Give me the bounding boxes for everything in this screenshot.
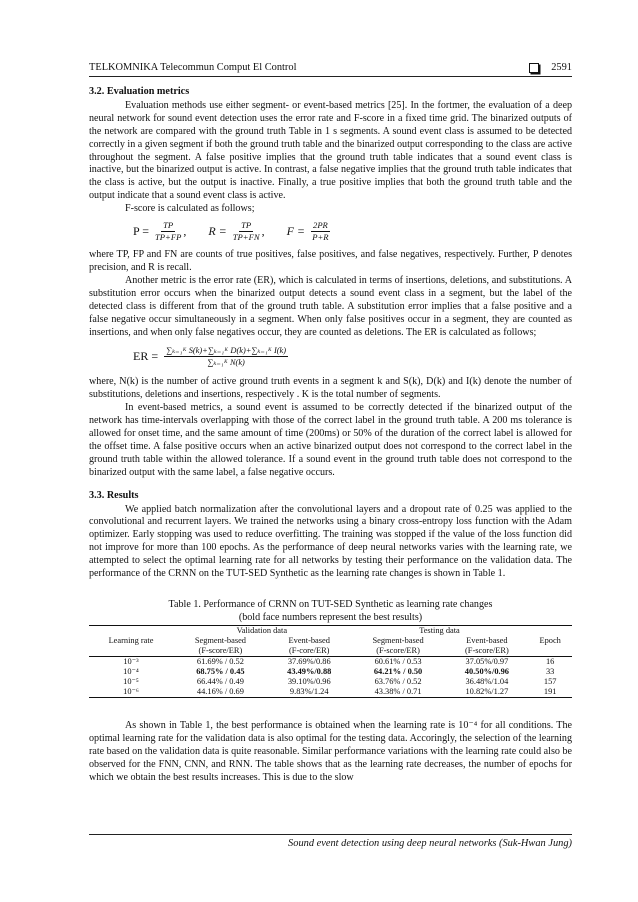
cell-value: 37.69%/0.86 — [287, 657, 331, 667]
column-subheader: (F-core/ER) — [268, 646, 351, 657]
group-testing: Testing data — [351, 626, 529, 637]
column-subheader: (F-score/ER) — [351, 646, 446, 657]
cell-value: 63.76% / 0.52 — [374, 677, 422, 687]
cell-value: 36.48%/1.04 — [465, 677, 509, 687]
cell-value: 37.05%/0.97 — [465, 657, 509, 667]
cell-learning-rate: 10⁻⁵ — [123, 677, 139, 687]
column-header: Segment-based — [372, 636, 424, 646]
column-header: Event-based — [466, 636, 508, 646]
column-header: Epoch — [539, 636, 561, 646]
equation-lhs: ER = — [133, 349, 159, 364]
results-table — [89, 625, 572, 698]
equation-precision-recall-fscore — [133, 220, 572, 243]
paragraph: Evaluation methods use either segment- or event-based metrics [25]. In the fortmer, the evaluation of a deep neural network for sound event detection uses the error rate and F-score in a fixed time grid. The binarized outputs of the network are compared with the ground truth Table in 1 s segments. A sound event class is assumed to be detected correctly in a given segment if both the ground truth table and the binarized output corresponding to the class are active throughout the segment. A false positive implies that the ground truth table indicates that a sound event class is inactive, but the binarized output is active. In contrast, a false negative implies that the ground truth table indicates that the class is active, but the output is inactive. Finally, a true positive implies that both the ground truth table and the output indicate that a sound event class is active. — [89, 99, 572, 202]
checkbox-square-icon — [529, 63, 539, 73]
running-footer: Sound event detection using deep neural networks (Suk-Hwan Jung) — [89, 834, 572, 849]
column-subheader: (F-score/ER) — [173, 646, 268, 657]
cell-value: 43.38% / 0.71 — [351, 687, 446, 698]
fraction-numerator: 2PR — [313, 220, 328, 231]
cell-value-best: 68.75% / 0.45 — [196, 667, 245, 677]
equation-error-rate — [133, 345, 572, 368]
cell-value-best: 40.50%/0.96 — [464, 667, 509, 677]
table-row — [89, 657, 572, 668]
column-subheader: (F-score/ER) — [445, 646, 528, 657]
cell-value: 44.16% / 0.69 — [173, 687, 268, 698]
paragraph: where, N(k) is the number of active ground truth events in a segment k and S(k), D(k) and I(k) denote the number of substitutions, deletions and insertions, respectively . K is the total number of segments. — [89, 376, 572, 401]
paragraph: F-score is calculated as follows; — [125, 203, 255, 215]
cell-learning-rate: 10⁻⁶ — [89, 687, 173, 698]
cell-value-best: 64.21% / 0.50 — [373, 667, 423, 677]
cell-value: 9.83%/1.24 — [268, 687, 351, 698]
table-caption-note: (bold face numbers represent the best results) — [238, 611, 423, 623]
table-1 — [89, 599, 572, 698]
cell-value: 60.61% / 0.53 — [374, 657, 422, 667]
table-row — [89, 687, 572, 698]
equation-lhs: F = — [286, 224, 306, 239]
table-column-subheader — [89, 646, 572, 657]
table-caption: Table 1. Performance of CRNN on TUT-SED Synthetic as learning rate changes — [168, 599, 493, 610]
paragraph: where TP, FP and FN are counts of true positives, false positives, and false negatives, respectively. Further, P denotes precision, and R is recall. — [89, 249, 572, 273]
table-column-header — [89, 636, 572, 646]
cell-value: 39.10%/0.96 — [287, 677, 331, 687]
table-group-header — [89, 626, 572, 637]
cell-epoch: 191 — [528, 687, 572, 698]
cell-value: 66.44% / 0.49 — [196, 677, 244, 687]
equation-lhs: R = — [208, 224, 227, 239]
cell-value: 61.69% / 0.52 — [196, 657, 244, 667]
paragraph: We applied batch normalization after the convolutional layers and a dropout rate of 0.25 was applied to the convolutional and recurrent layers. We trained the networks using a binary cross-entropy loss function with the Adam optimizer. Early stopping was used to reduce overfitting. The training was stopped if the value of the loss function did not improve for more than 100 epochs. As the performance of deep neural networks varies with the learning rate, we attempted to select the optimal learning rate for all networks by testing their performance on the validation data. The performance of the CRNN on the TUT-SED Synthetic as the learning rate changes is shown in Table 1. — [89, 503, 572, 580]
cell-value-best: 43.49%/0.88 — [287, 667, 332, 677]
cell-epoch: 157 — [543, 677, 557, 687]
fraction-denominator: TP+FN — [232, 232, 260, 243]
cell-learning-rate: 10⁻³ — [123, 657, 139, 667]
running-header — [89, 62, 572, 77]
paragraph: Another metric is the error rate (ER), which is calculated in terms of insertions, deletions, and substitutions. A substitution error occurs when the binarized output detects a sound event class in a segment, but the label of the detected class is different from that of the ground truth table. A substitution error implies that a false positive and a false negative occur simultaneously in a segment. When only false positives occur in a segment, they are counted as insertions, and when only false negatives occur, they are counted as deletions. The ER is calculated as follows; — [89, 274, 572, 338]
equation-separator: , — [183, 224, 187, 239]
paragraph: As shown in Table 1, the best performance is obtained when the learning rate is 10⁻⁴ for all conditions. The optimal learning rate for the validation data is also optimal for the testing data. Accoringly, the selection of the learning rate based on the validation data is quite reasonable. Similar performance variations with the learning rate could also be observed for the FNN, CNN, and RNN. The table shows that as the learning rate decreases, the number of epochs for which we obtain the best results increases. This is due to the slow — [89, 720, 572, 783]
equation-lhs: P = — [133, 224, 149, 239]
cell-value: 10.82%/1.27 — [445, 687, 528, 698]
equation-separator: , — [261, 224, 265, 239]
journal-name: TELKOMNIKA Telecommun Comput El Control — [89, 62, 297, 73]
cell-epoch: 33 — [545, 667, 555, 677]
fraction-denominator: ∑ₖ₌₁ᴷ N(k) — [207, 358, 245, 368]
column-header: Segment-based — [194, 636, 246, 646]
column-header: Learning rate — [108, 636, 154, 646]
table-row — [89, 677, 572, 687]
group-validation: Validation data — [173, 626, 351, 637]
section-heading-evaluation-metrics: 3.2. Evaluation metrics — [89, 86, 190, 97]
fraction-numerator: TP — [241, 220, 252, 231]
table-row — [89, 667, 572, 677]
section-heading-results: 3.3. Results — [89, 489, 139, 501]
paragraph: In event-based metrics, a sound event is assumed to be correctly detected if the binarized output of the network has time-intervals overlapping with those of the correct label in the ground truth table. A 200 ms tolerance is allowed for onset time, and the same amount of time (200ms) or 50% of the duration of the correct label is allowed for the offset time. A false positive occurs when an active binarized output does not correspond to the correct label in the ground truth table within the allowed tolerance. If a sound event in the ground truth table does not correspond to the binarized output with the same label, a false negative occurs. — [89, 402, 572, 478]
column-header: Event-based — [288, 636, 330, 646]
fraction-numerator: TP — [163, 220, 174, 231]
cell-epoch: 16 — [545, 657, 555, 667]
fraction-denominator: TP+FP — [155, 232, 182, 243]
page-number: 2591 — [551, 62, 572, 73]
body-text — [89, 86, 572, 785]
fraction-numerator: ∑ₖ₌₁ᴷ S(k)+∑ₖ₌₁ᴷ D(k)+∑ₖ₌₁ᴷ I(k) — [166, 346, 287, 356]
cell-learning-rate: 10⁻⁴ — [123, 667, 139, 677]
fraction-denominator: P+R — [312, 232, 329, 243]
